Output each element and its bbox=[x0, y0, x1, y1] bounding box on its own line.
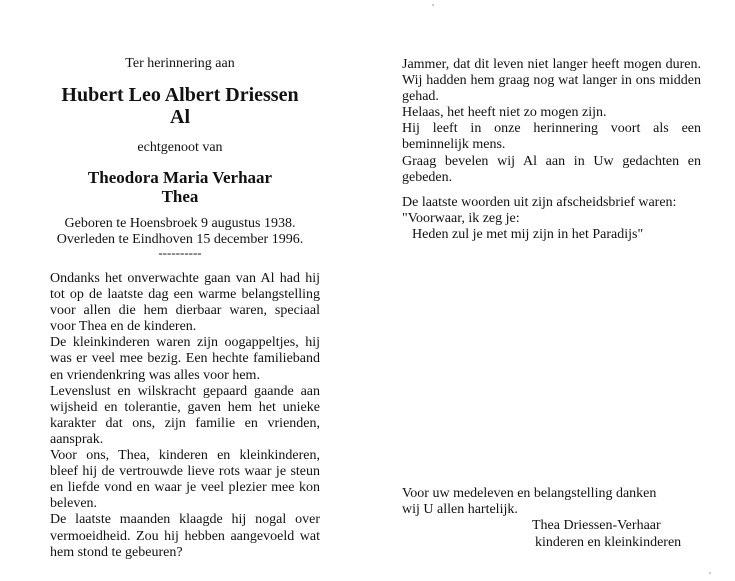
signature-name: Thea Driessen-Verhaar bbox=[532, 518, 661, 533]
reflection-paragraph: Hij leeft in onze herinnering voort als een beminnelijk mens. bbox=[402, 121, 701, 153]
death-line: Overleden te Eindhoven 15 december 1996. bbox=[56, 232, 304, 247]
last-words-intro: De laatste woorden uit zijn afscheidsbrief waren: bbox=[402, 195, 677, 210]
tribute-paragraph: De kleinkinderen waren zijn oogappeltjes, hij was er veel mee bezig. Een hechte familieband en vriendenkring was alles voor hem. bbox=[50, 335, 320, 383]
print-speck bbox=[709, 572, 711, 574]
thanks-text bbox=[402, 486, 702, 518]
reflection-paragraph: Helaas, het heeft niet zo mogen zijn. bbox=[402, 105, 607, 121]
quote-line: "Voorwaar, ik zeg je: bbox=[402, 211, 520, 227]
reflection-paragraph: Graag bevelen wij Al aan in Uw gedachten en gebeden. bbox=[402, 153, 701, 185]
signature-family: kinderen en kleinkinderen bbox=[535, 534, 682, 550]
tribute-paragraph: De laatste maanden klaagde hij nogal over vermoeidheid. Zou hij hebben aangevoeld wat hem stond te gebeuren? bbox=[50, 512, 320, 560]
separator: ---------- bbox=[158, 245, 202, 260]
deceased-nickname: Al bbox=[170, 106, 190, 128]
tribute-paragraph: Ondanks het onverwachte gaan van Al had hij tot op de laatste dag een warme belangstelling voor allen die hem dierbaar waren, speciaal voor Thea en de kinderen. bbox=[50, 271, 320, 335]
thanks-line: wij U allen hartelijk. bbox=[402, 502, 518, 518]
thanks-line: Voor uw medeleven en belangstelling danken bbox=[402, 486, 657, 501]
quote-line: Heden zul je met mij zijn in het Paradijs" bbox=[412, 227, 644, 243]
spouse-nickname: Thea bbox=[161, 187, 199, 206]
tribute-text bbox=[50, 271, 320, 561]
print-speck bbox=[432, 4, 434, 6]
deceased-name: Hubert Leo Albert Driessen bbox=[61, 84, 299, 106]
birth-line: Geboren te Hoensbroek 9 augustus 1938. bbox=[64, 216, 296, 231]
spouse-name: Theodora Maria Verhaar bbox=[87, 168, 273, 187]
tribute-paragraph: Voor ons, Thea, kinderen en kleinkinderen, bleef hij de vertrouwde lieve rots waar je steun en liefde vond en waar je veel plezier mee kon beleven. bbox=[50, 448, 320, 512]
life-dates bbox=[50, 216, 310, 248]
tribute-paragraph: Levenslust en wilskracht gepaard gaande aan wijsheid en tolerantie, gaven hem het unieke karakter dat ons, zijn familie en vrienden, aansprak. bbox=[50, 383, 320, 447]
reflection-paragraph: Jammer, dat dit leven niet langer heeft mogen duren. Wij hadden hem graag nog wat langer in ons midden gehad. bbox=[402, 57, 701, 105]
intro-text: Ter herinnering aan bbox=[125, 56, 235, 71]
relation-text: echtgenoot van bbox=[137, 140, 223, 155]
signature bbox=[532, 518, 712, 551]
last-words bbox=[402, 195, 701, 243]
reflection-text bbox=[402, 57, 701, 186]
